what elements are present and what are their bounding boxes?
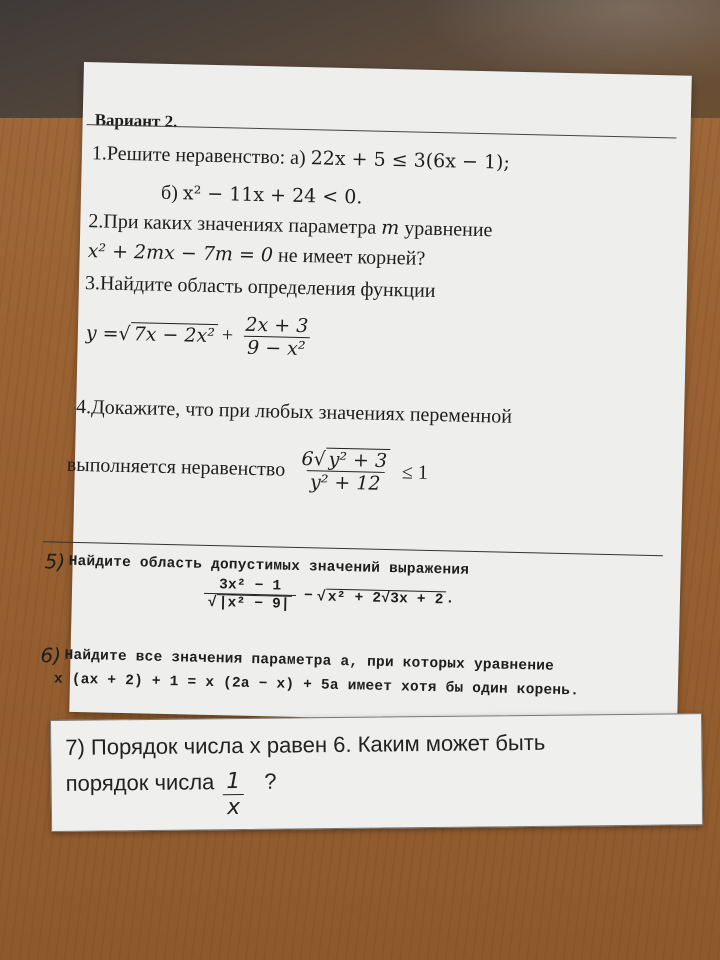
handwritten-numerator: 1 <box>226 769 241 795</box>
q1-b-label: б) <box>160 181 179 205</box>
q1-a-label: а) <box>289 146 306 170</box>
task-card <box>50 713 703 832</box>
worksheet-sheet <box>40 62 692 726</box>
middle-rule <box>43 541 663 556</box>
question-6-line2: x (ax + 2) + 1 = x (2a − x) + 5a имеет хотя бы один корень. <box>53 671 580 700</box>
q5-fraction <box>204 577 297 613</box>
q3-numerator: 2x + 3 <box>245 313 309 338</box>
card-line-1: 7) Порядок числа х равен 6. Каким может быть <box>65 729 546 760</box>
q5-formula <box>200 577 455 617</box>
q1-prefix: 1.Решите неравенство: <box>91 142 286 169</box>
q5-den-radicand: |x² − 9| <box>216 594 292 613</box>
card-line-2-prefix: порядок числа <box>65 769 215 796</box>
question-6: Найдите все значения параметра a, при которых уравнение <box>64 647 555 675</box>
q6-handwritten-mark: 6) <box>40 643 62 668</box>
q2-text: 2.При каких значениях параметра <box>88 210 377 239</box>
q3-plus: + <box>221 324 234 347</box>
q3-sqrt: √ 7x − 2x² <box>118 322 218 347</box>
q5-numerator: 3x² − 1 <box>218 577 282 595</box>
q4-fraction <box>297 447 395 495</box>
question-1 <box>92 142 510 174</box>
question-1b <box>161 182 363 210</box>
handwritten-denominator: x <box>223 794 244 820</box>
q2-end: не имеет корней? <box>277 244 426 270</box>
q4-line2 <box>66 442 428 496</box>
q5-end: . <box>445 591 455 608</box>
q2-param: m <box>381 216 400 240</box>
q3-fraction <box>241 314 313 361</box>
q1-b-expr: x² − 11x + 24 < 0. <box>182 182 363 209</box>
variant-title: Вариант 2. <box>94 110 178 132</box>
q4-num-radicand: y² + 3 <box>325 448 390 472</box>
q5-denominator: √ |x² − 9| <box>204 593 297 613</box>
q5-minus: − <box>303 588 314 605</box>
q3-denominator: 9 − x² <box>243 336 310 361</box>
q3-sqrt-radicand: 7x − 2x² <box>130 322 218 347</box>
q2-text-end: уравнение <box>404 217 493 242</box>
q5-sqrt2: √ x² + 2√3x + 2 <box>317 588 446 608</box>
q3-lhs: y = <box>85 321 119 345</box>
card-line-2-end: ? <box>264 768 277 794</box>
q5-handwritten-mark: 5) <box>44 549 66 574</box>
card-line-2 <box>66 769 277 822</box>
q5-rad2: x² + 2√3x + 2 <box>326 588 446 608</box>
question-3: 3.Найдите область определения функции <box>84 272 436 303</box>
question-2 <box>88 210 493 242</box>
q3-formula <box>85 310 316 360</box>
question-2-line2 <box>87 240 425 271</box>
q2-expr: x² + 2mx − 7m = 0 <box>87 240 274 267</box>
question-5: Найдите область допустимых значений выражения <box>68 553 470 579</box>
q4-denominator: y² + 12 <box>306 470 385 495</box>
q4-num-coef: 6 <box>301 448 314 471</box>
q1-a-expr: 22x + 5 ≤ 3(6x − 1); <box>310 147 511 174</box>
question-4: 4.Докажите, что при любых значениях переменной <box>75 395 513 428</box>
q4-numerator: 6√ y² + 3 <box>297 447 394 472</box>
q4-text2: выполняется неравенство <box>66 453 286 481</box>
handwritten-fraction <box>222 769 245 820</box>
q4-rhs: ≤ 1 <box>401 460 429 484</box>
